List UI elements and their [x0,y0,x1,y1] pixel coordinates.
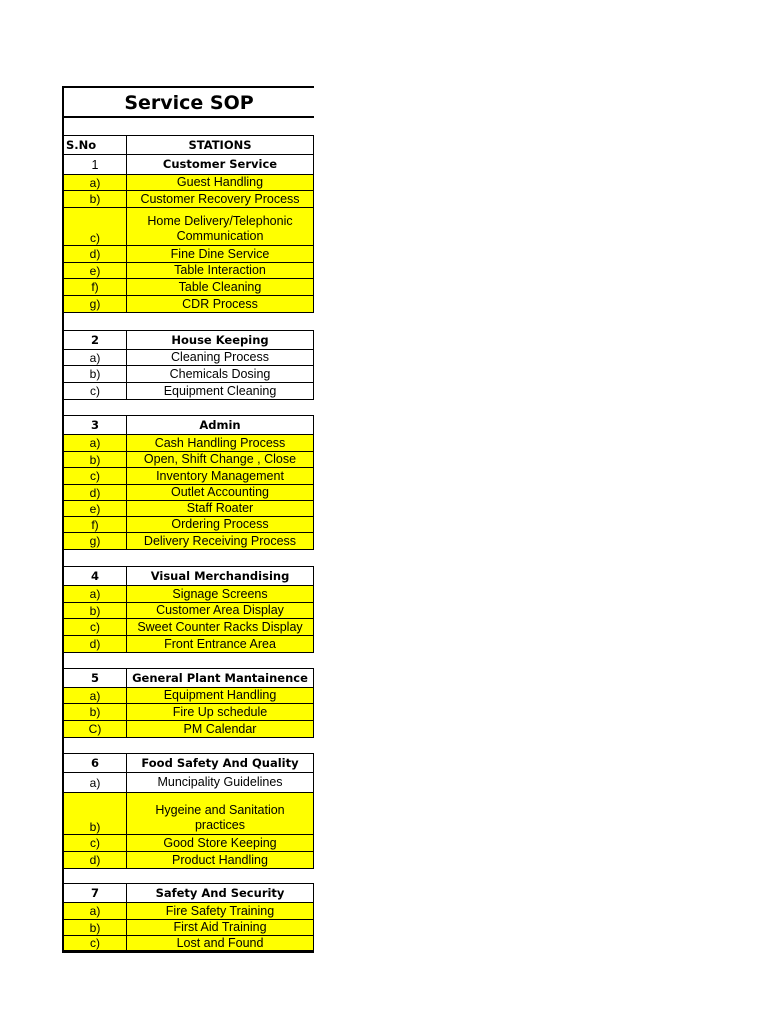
item-code: a) [64,349,127,365]
section-row-house-keeping [64,330,314,349]
section-name: Safety And Security [127,883,314,902]
section-row-food-safety-and-quality [64,753,314,772]
item-code: a) [64,585,127,602]
table-row [64,484,314,500]
sop-sheet [62,86,314,953]
item-text: Table Interaction [127,262,314,278]
table-row [64,365,314,382]
item-code: b) [64,365,127,382]
item-code: c) [64,618,127,635]
section-name: Visual Merchandising [127,566,314,585]
item-code: c) [64,382,127,399]
item-code: b) [64,602,127,618]
item-text: Chemicals Dosing [127,365,314,382]
item-text: CDR Process [127,295,314,312]
section-number: 1 [64,154,127,174]
item-code: c) [64,834,127,851]
item-code: g) [64,532,127,549]
section-row-customer-service [64,154,314,174]
item-text: PM Calendar [127,720,314,737]
sheet-title: Service SOP [64,88,314,118]
table-row [64,919,314,935]
item-code: f) [64,516,127,532]
table-row [64,834,314,851]
section-number: 5 [64,668,127,687]
section-spacer [64,737,314,753]
table-row [64,851,314,868]
item-text: Signage Screens [127,585,314,602]
table-row [64,585,314,602]
section-name: House Keeping [127,330,314,349]
item-code: c) [64,467,127,484]
stations-header: STATIONS [127,135,314,154]
item-text: Cleaning Process [127,349,314,365]
section-spacer [64,399,314,415]
item-text: Guest Handling [127,174,314,190]
section-name: Customer Service [127,154,314,174]
section-row-general-plant-mantainence [64,668,314,687]
table-row [64,792,314,834]
item-text: Muncipality Guidelines [127,772,314,792]
item-code: d) [64,851,127,868]
section-number: 4 [64,566,127,585]
section-row-safety-and-security [64,883,314,902]
item-text: Front Entrance Area [127,635,314,652]
sno-header: S.No [64,135,127,154]
table-row [64,382,314,399]
item-text-line2: Communication [176,229,264,243]
section-number: 7 [64,883,127,902]
table-row [64,174,314,190]
table-row [64,295,314,312]
item-text: Delivery Receiving Process [127,532,314,549]
table-row [64,451,314,467]
table-row [64,772,314,792]
table-row [64,618,314,635]
item-code: a) [64,687,127,703]
item-code: C) [64,720,127,737]
item-text: Equipment Cleaning [127,382,314,399]
item-text: Cash Handling Process [127,434,314,451]
section-row-admin [64,415,314,434]
column-header-row [64,135,314,154]
item-code: c) [64,207,127,245]
item-text [127,792,314,834]
item-text: Customer Area Display [127,602,314,618]
item-code: g) [64,295,127,312]
item-code: c) [64,935,127,950]
item-code: a) [64,434,127,451]
item-text: Lost and Found [127,935,314,950]
item-text: Fire Up schedule [127,703,314,720]
item-text: Equipment Handling [127,687,314,703]
section-number: 2 [64,330,127,349]
section-spacer [64,312,314,330]
table-row [64,902,314,919]
table-row [64,262,314,278]
item-text: Good Store Keeping [127,834,314,851]
table-row [64,602,314,618]
section-number: 3 [64,415,127,434]
item-text: Open, Shift Change , Close [127,451,314,467]
item-code: b) [64,792,127,834]
item-code: b) [64,703,127,720]
table-row [64,703,314,720]
table-row [64,207,314,245]
item-text: First Aid Training [127,919,314,935]
table-row [64,349,314,365]
table-row [64,635,314,652]
table-row [64,278,314,295]
table-row [64,190,314,207]
section-spacer [64,549,314,566]
item-text: Customer Recovery Process [127,190,314,207]
table-row [64,532,314,549]
item-code: d) [64,245,127,262]
item-code: a) [64,772,127,792]
item-code: f) [64,278,127,295]
item-text: Staff Roater [127,500,314,516]
table-row [64,467,314,484]
table-row [64,516,314,532]
section-number: 6 [64,753,127,772]
item-code: e) [64,500,127,516]
item-code: b) [64,919,127,935]
table-row [64,687,314,703]
table-row [64,500,314,516]
item-text: Inventory Management [127,467,314,484]
item-code: a) [64,902,127,919]
item-text: Sweet Counter Racks Display [127,618,314,635]
section-name: Food Safety And Quality [127,753,314,772]
table-row [64,935,314,950]
table-row [64,720,314,737]
table-row [64,434,314,451]
item-code: b) [64,451,127,467]
item-code: d) [64,635,127,652]
item-text: Fire Safety Training [127,902,314,919]
item-code: b) [64,190,127,207]
item-code: d) [64,484,127,500]
section-row-visual-merchandising [64,566,314,585]
section-name: Admin [127,415,314,434]
section-spacer [64,868,314,883]
item-text: Table Cleaning [127,278,314,295]
section-spacer [64,652,314,668]
item-code: e) [64,262,127,278]
item-text: Ordering Process [127,516,314,532]
item-text: Product Handling [127,851,314,868]
item-code: a) [64,174,127,190]
section-name: General Plant Mantainence [127,668,314,687]
item-text-line2: practices [194,818,246,832]
item-text-line1: Home Delivery/Telephonic [147,214,293,228]
item-text: Fine Dine Service [127,245,314,262]
item-text: Outlet Accounting [127,484,314,500]
table-row [64,245,314,262]
item-text-line1: Hygeine and Sanitation [155,803,285,817]
item-text [127,207,314,245]
